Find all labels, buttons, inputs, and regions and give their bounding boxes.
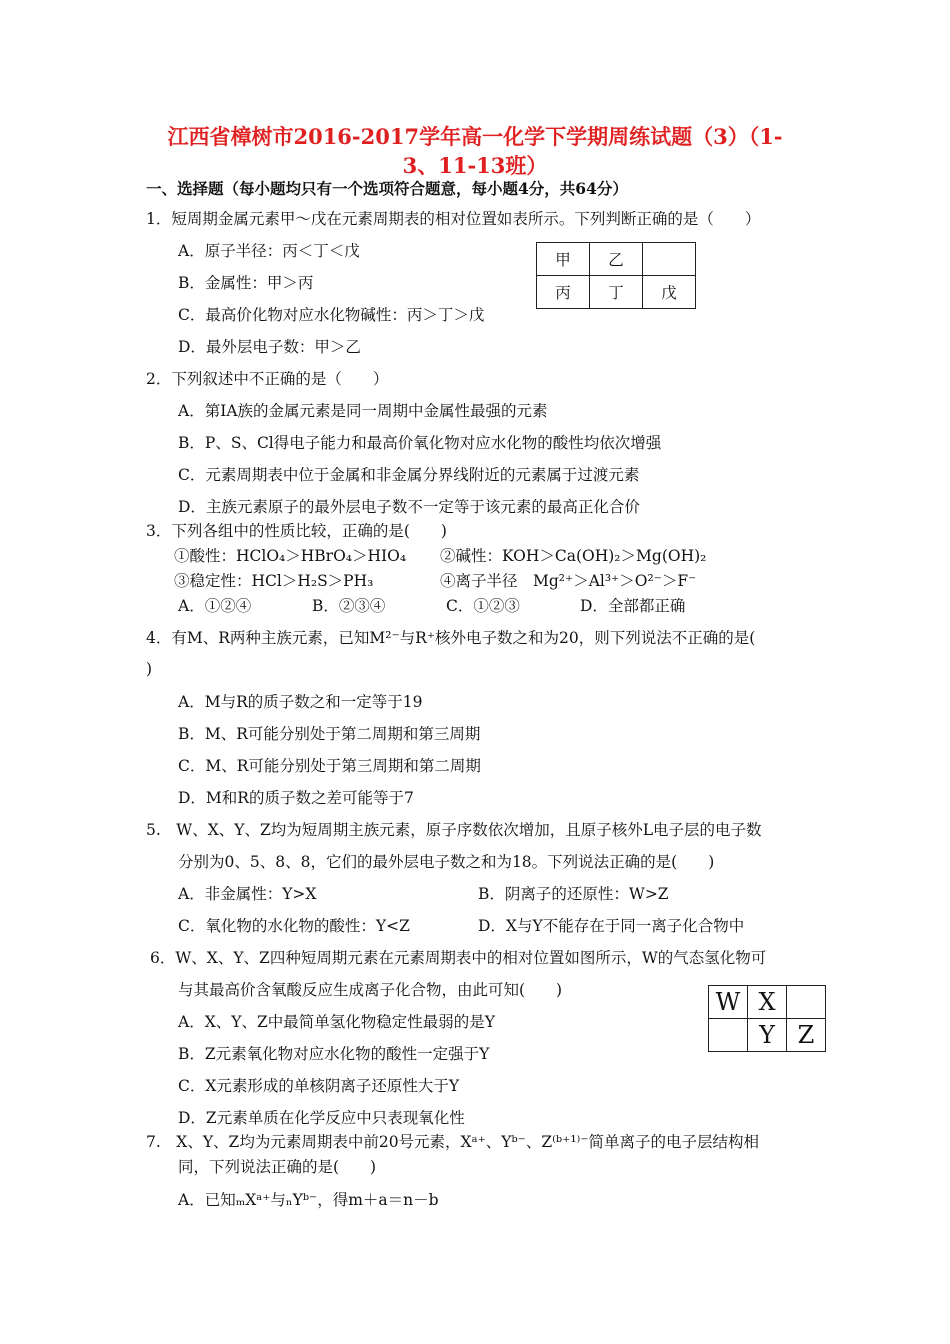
q1-cell: 丙: [537, 276, 590, 309]
q7-stem-cont: 同，下列说法正确的是( ): [178, 1158, 377, 1176]
q1-option-b: B．金属性：甲＞丙: [178, 274, 314, 292]
q6-cell: [787, 986, 826, 1019]
q3-statement-3: ③稳定性：HCl＞H₂S＞PH₃: [174, 572, 374, 590]
q1-cell: 甲: [537, 243, 590, 276]
q3-stem: 3．下列各组中的性质比较，正确的是( ): [146, 522, 447, 540]
q2-option-c: C．元素周期表中位于金属和非金属分界线附近的元素属于过渡元素: [178, 466, 640, 484]
q3-statement-1: ①酸性：HClO₄＞HBrO₄＞HIO₄: [174, 547, 407, 565]
q2-option-b: B．P、S、Cl得电子能力和最高价氧化物对应水化物的酸性均依次增强: [178, 434, 662, 452]
section-heading: 一、选择题（每小题均只有一个选项符合题意，每小题4分，共64分）: [146, 179, 628, 198]
q6-cell: W: [709, 986, 748, 1019]
q3-statement-4: ④离子半径 Mg²⁺＞Al³⁺＞O²⁻＞F⁻: [440, 572, 697, 590]
q6-cell: Z: [787, 1019, 826, 1052]
q3-statement-2: ②碱性：KOH＞Ca(OH)₂＞Mg(OH)₂: [440, 547, 707, 565]
q6-cell: Y: [748, 1019, 787, 1052]
q4-option-d: D．M和R的质子数之差可能等于7: [178, 789, 414, 807]
q1-cell: 戊: [643, 276, 696, 309]
title-line-1: 江西省樟树市2016-2017学年高一化学下学期周练试题（3）（1-: [167, 124, 783, 149]
q1-cell: [643, 243, 696, 276]
q5-option-b: B．阴离子的还原性：W>Z: [478, 885, 669, 903]
q1-cell: 丁: [590, 276, 643, 309]
q5-option-a: A．非金属性：Y>X: [178, 885, 317, 903]
q4-stem: 4．有M、R两种主族元素，已知M²⁻与R⁺核外电子数之和为20，则下列说法不正确的是(: [146, 629, 756, 647]
q5-option-c: C．氧化物的水化物的酸性：Y<Z: [178, 917, 410, 935]
q4-stem-cont: ): [146, 660, 153, 678]
q6-element-grid: [708, 985, 826, 1052]
q4-option-c: C．M、R可能分别处于第三周期和第二周期: [178, 757, 481, 775]
q3-option-a: A．①②④: [178, 597, 252, 615]
q3-option-b: B．②③④: [312, 597, 386, 615]
title-line-2: 3、11-13班）: [402, 153, 548, 178]
q2-option-d: D．主族元素原子的最外层电子数不一定等于该元素的最高正化合价: [178, 498, 640, 516]
q1-cell: 乙: [590, 243, 643, 276]
q6-option-c: C．X元素形成的单核阴离子还原性大于Y: [178, 1077, 460, 1095]
q1-stem: 1．短周期金属元素甲～戊在元素周期表的相对位置如表所示。下列判断正确的是（ ）: [146, 210, 761, 228]
q6-option-d: D．Z元素单质在化学反应中只表现氧化性: [178, 1109, 465, 1127]
q6-option-a: A．X、Y、Z中最简单氢化物稳定性最弱的是Y: [178, 1013, 495, 1031]
q1-option-c: C．最高价化物对应水化物碱性：丙＞丁＞戊: [178, 306, 485, 324]
q4-option-a: A．M与R的质子数之和一定等于19: [178, 693, 423, 711]
q6-stem: 6．W、X、Y、Z四种短周期元素在元素周期表中的相对位置如图所示，W的气态氢化物可: [150, 949, 767, 967]
q4-option-b: B．M、R可能分别处于第二周期和第三周期: [178, 725, 481, 743]
q5-stem: 5. W、X、Y、Z均为短周期主族元素，原子序数依次增加，且原子核外L电子层的电子数: [146, 821, 762, 839]
q1-option-d: D．最外层电子数：甲＞乙: [178, 338, 361, 356]
q2-stem: 2．下列叙述中不正确的是（ ）: [146, 370, 389, 388]
q1-periodic-table: [536, 242, 696, 309]
q1-option-a: A．原子半径：丙＜丁＜戊: [178, 242, 360, 260]
q7-stem: 7. X、Y、Z均为元素周期表中前20号元素，Xᵃ⁺、Yᵇ⁻、Z⁽ᵇ⁺¹⁾⁻简单离子的电子层结构相: [146, 1133, 760, 1151]
q7-option-a: A．已知ₘXᵃ⁺与ₙYᵇ⁻，得m＋a＝n－b: [178, 1191, 439, 1209]
q6-cell: [709, 1019, 748, 1052]
q6-stem-cont: 与其最高价含氧酸反应生成离子化合物，由此可知( ): [178, 981, 563, 999]
q3-option-d: D．全部都正确: [580, 597, 686, 615]
q6-cell: X: [748, 986, 787, 1019]
q5-stem-cont: 分别为0、5、8、8，它们的最外层电子数之和为18。下列说法正确的是( ): [178, 853, 715, 871]
q5-option-d: D．X与Y不能存在于同一离子化合物中: [478, 917, 745, 935]
q6-option-b: B．Z元素氧化物对应水化物的酸性一定强于Y: [178, 1045, 490, 1063]
q2-option-a: A．第ⅠA族的金属元素是同一周期中金属性最强的元素: [178, 402, 548, 420]
q3-option-c: C．①②③: [446, 597, 520, 615]
